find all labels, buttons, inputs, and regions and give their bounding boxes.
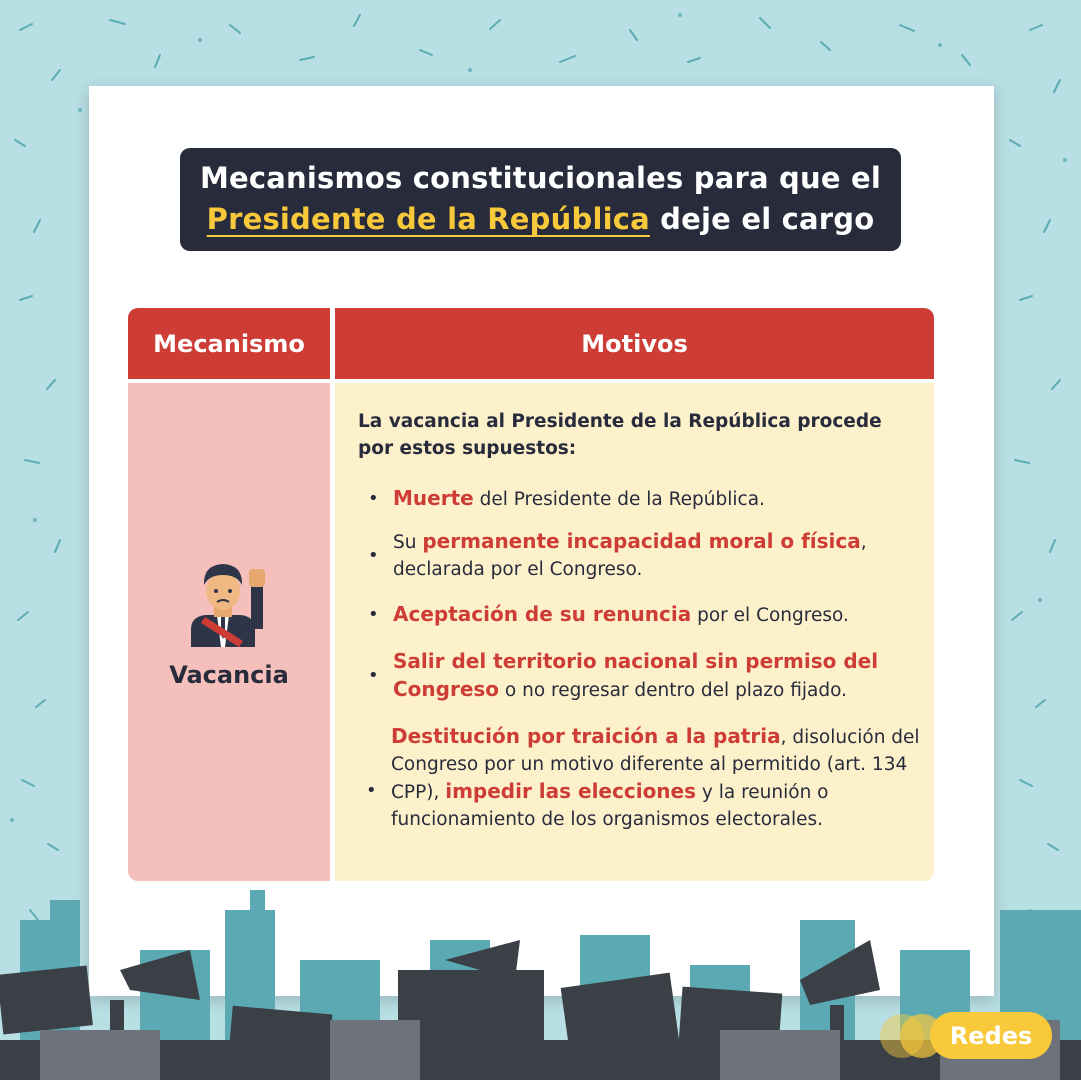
list-item: [366, 723, 931, 833]
list-item: [368, 648, 913, 704]
title-line-1: Mecanismos constitucionales para que el: [199, 161, 882, 195]
mechanism-label: Vacancia: [169, 661, 289, 689]
item-text: o no regresar dentro del plazo fijado.: [499, 680, 847, 701]
item-text: del Presidente de la República.: [473, 489, 765, 510]
item-text: , disolución del Congreso por un motivo diferente al permitido (art. 134 CPP),: [391, 727, 920, 803]
item-highlight: impedir las elecciones: [445, 779, 697, 803]
title-line-2: [180, 199, 901, 240]
item-highlight: Muerte: [393, 486, 474, 510]
item-text: y la reunión o funcionamiento de los organismos electorales.: [391, 782, 829, 830]
item-highlight: permanente incapacidad moral o física: [422, 529, 861, 553]
item-text: , declarada por el Congreso.: [393, 532, 867, 580]
reasons-intro: La vacancia al Presidente de la República procede por estos supuestos:: [358, 411, 882, 459]
mechanism-cell: [128, 383, 330, 881]
bullet-icon: •: [368, 604, 379, 625]
bullet-icon: •: [368, 488, 379, 509]
list-item: [368, 485, 913, 513]
item-highlight: Aceptación de su renuncia: [393, 602, 692, 626]
page-title: [180, 148, 901, 251]
list-item: [368, 601, 913, 629]
item-highlight: Salir del territorio nacional sin permiso del Congreso: [393, 649, 879, 701]
bullet-icon: •: [368, 665, 379, 686]
reasons-cell: [335, 383, 934, 881]
title-highlight: Presidente de la República: [206, 202, 650, 236]
president-icon: [185, 555, 271, 647]
bullet-icon: •: [366, 780, 377, 801]
item-highlight: Destitución por traición a la patria: [391, 724, 781, 748]
brand-badge: Redes: [930, 1012, 1052, 1059]
list-item: [368, 528, 913, 583]
item-text: por el Congreso.: [691, 605, 849, 626]
header-reasons: Motivos: [335, 308, 934, 379]
item-text: Su: [393, 532, 423, 553]
header-mechanism: Mecanismo: [128, 308, 330, 379]
title-line-2-rest: deje el cargo: [649, 202, 875, 236]
mechanisms-table: [128, 308, 934, 881]
bullet-icon: •: [368, 545, 379, 566]
